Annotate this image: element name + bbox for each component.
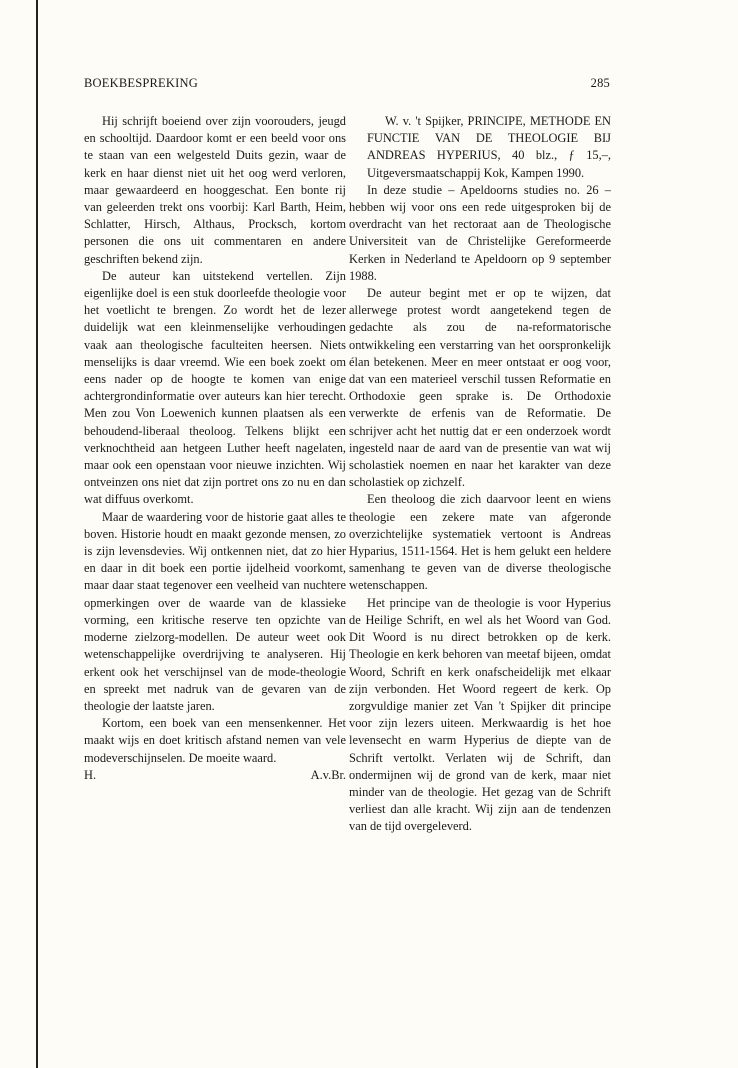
paragraph: Hij schrijft boeiend over zijn voorouders, jeugd en schooltijd. Daardoor komt er een beeld voor ons te staan van een welgesteld Duits gezin, waar de kerk en haar dienst niet uit het oog werd verloren, maar gewaardeerd en hooggeschat. Een bonte rij van geleerden trekt ons voorbij: Karl Barth, Heim, Schlatter, Hirsch, Althaus, Procksch, kortom personen die ons uit commentaren en andere geschriften bekend zijn. <box>84 114 346 266</box>
review-signature <box>84 767 346 784</box>
signature-author: A.v.Br. <box>310 767 346 782</box>
paragraph: De auteur kan uitstekend vertellen. Zijn eigenlijke doel is een stuk doorleefde theologie voor het voetlicht te brengen. Zo wordt het de lezer duidelijk wat een kleinmenselijke verhoudingen vaak aan theologische faculteiten heersen. Niets menselijks is daar vreemd. Wie een boek zoekt om eens nader op de hoogte te komen van enige achtergrondinformatie over auteurs kan hier terecht. Men zou Von Loewenich kunnen plaatsen als een behoudend-liberaal theoloog. Telkens blijkt een verknochtheid aan hetgeen Luther heeft nagelaten, maar ook een openstaan voor nieuwe inzichten. Wij ontveinzen ons niet dat zijn portret ons zo nu en dan wat diffuus overkomt. <box>84 268 346 507</box>
paragraph: Maar de waardering voor de historie gaat alles te boven. Historie houdt en maakt gezonde mensen, zo is zijn levensdevies. Wij ontkennen niet, dat zo hier en daar in dit boek een portie ijdelheid voorkomt, maar daar staat tegenover een veelheid van nuchtere opmerkingen over de waarde van de klassieke vorming, een kritische reserve ten opzichte van moderne zielzorg-modellen. De auteur weet ook wetenschappelijke overdrijving te analyseren. Hij erkent ook het verschijnsel van de mode-theologie en spreekt met nadruk van de gevaren van de theologie der laatste jaren. <box>84 509 346 713</box>
paragraph: De auteur begint met er op te wijzen, dat allerwege protest wordt aangetekend tegen de gedachte als zou de na-reformatorische ontwikkeling een verstarring van het oorspronkelijk élan betekenen. Meer en meer ontstaat er oog voor, dat van een materieel verschil tussen Reformatie en Orthodoxie geen sprake is. De Orthodoxie verwerkte de erfenis van de Reformatie. De schrijver acht het nuttig dat er een onderzoek wordt ingesteld naar de aard van de presentie van wat wij scholastiek noemen en naar het karakter van deze scholastiek op zichzelf. <box>349 286 611 490</box>
page-number: 285 <box>590 76 610 90</box>
book-reference: W. v. 't Spijker, PRINCIPE, METHODE EN FUNCTIE VAN DE THEOLOGIE BIJ ANDREAS HYPERIUS, 40 blz., ƒ 15,–, Uitgeversmaatschappij Kok, Kampen 1990. <box>367 114 611 180</box>
signature-initial: H. <box>84 767 97 782</box>
section-title: BOEKBESPREKING <box>84 76 198 90</box>
scan-edge-line <box>36 0 38 1068</box>
paragraph: In deze studie – Apeldoorns studies no. 26 – hebben wij voor ons een rede uitgesproken bij de overdracht van het rectoraat aan de Theologische Universiteit van de Christelijke Gereformeerde Kerken in Nederland te Apeldoorn op 9 september 1988. <box>349 182 611 283</box>
left-column <box>84 113 346 784</box>
right-column <box>349 113 611 836</box>
paragraph: Een theoloog die zich daarvoor leent en wiens theologie een zekere mate van afgeronde overzichtelijke systematiek vertoont is Andreas Hyparius, 1511-1564. Het is hem gelukt een heldere samenhang te geven van de diverse theologische wetenschappen. <box>349 492 611 593</box>
paragraph: Het principe van de theologie is voor Hyperius de Heilige Schrift, en wel als het Woord van God. Dit Woord is nu direct betrokken op de kerk. Theologie en kerk behoren van meetaf bijeen, omdat Woord, Schrift en kerk onafscheidelijk met elkaar zijn verbonden. Het Woord regeert de kerk. Op zorgvuldige manier zet Van 't Spijker dit principe voor zijn lezers uiteen. Merkwaardig is het hoe levensecht en warm Hyperius de diepte van de Schrift vertolkt. Verlaten wij de Schrift, dan ondermijnen wij de grond van de kerk, maar niet minder van de theologie. Het gezag van de Schrift verliest dan alle kracht. Wij zijn aan de tendenzen van de tijd overgeleverd. <box>349 595 611 834</box>
paragraph: Kortom, een boek van een mensenkenner. Het maakt wijs en doet kritisch afstand nemen van vele modeverschijnselen. De moeite waard. <box>84 716 346 765</box>
